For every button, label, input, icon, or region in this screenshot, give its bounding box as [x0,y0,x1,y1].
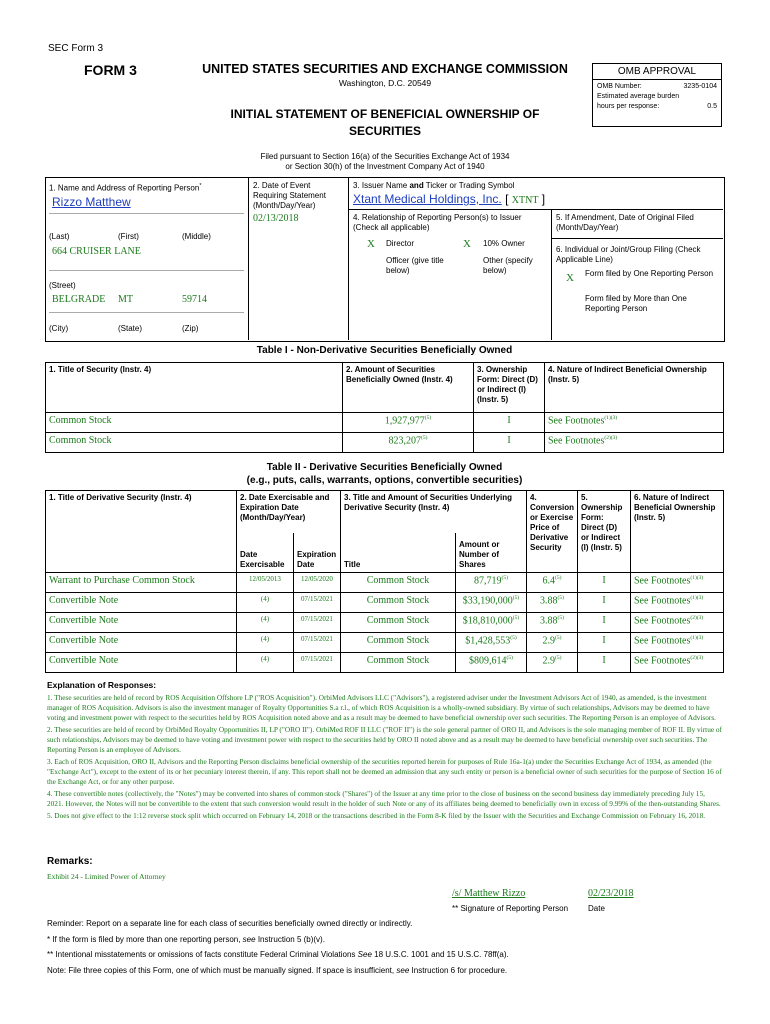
zip-label: (Zip) [182,324,199,333]
table2-shares-cell [456,653,527,673]
director-label: Director [386,239,415,248]
table1-security-title: Common Stock [46,433,343,453]
one-person-check: X [566,272,574,284]
footer-line-1-c: Instruction 5 (b)(v). [257,934,325,944]
table2-sub-exercisable: Date Exercisable [237,533,294,573]
table2-shares-cell [456,633,527,653]
table2-nature-cell [631,573,724,593]
footnote-ref: (5) [512,615,520,621]
table2-shares: $1,428,553 [465,635,511,647]
ticker-bracket-close: ] [541,192,546,206]
omb-number-label: OMB Number: [597,83,642,90]
last-label: (Last) [49,232,70,241]
table2-price-cell [527,593,578,613]
ten-percent-owner-check: X [463,238,471,250]
form-number: FORM 3 [84,62,137,78]
footer-line-2-b: See [357,950,372,959]
zip-value: 59714 [182,294,207,305]
remarks-text: Exhibit 24 - Limited Power of Attorney [47,872,166,881]
omb-burden-label: Estimated average burden [597,93,680,100]
issuer-line [353,192,545,206]
table2-shares-cell [456,613,527,633]
table2-expiration: 07/15/2021 [294,633,341,653]
footer [47,916,723,978]
table2-price-cell [527,613,578,633]
divider [248,177,249,340]
table2-nature: See Footnotes [634,575,691,587]
table2-underlying: Common Stock [341,613,456,633]
omb-approval-box [592,63,722,127]
table2-security-title: Convertible Note [46,633,237,653]
underline [49,270,244,271]
box6-label: 6. Individual or Joint/Group Filing (Check Applicable Line) [556,245,701,264]
omb-hours-row [593,100,721,110]
box1-label-text: 1. Name and Address of Reporting Person [49,183,200,193]
table2-nature: See Footnotes [634,655,691,667]
table1-col4-header: 4. Nature of Indirect Beneficial Ownership (Instr. 5) [545,363,724,413]
table2-underlying: Common Stock [341,653,456,673]
statement-title [190,106,580,140]
explanation-title: Explanation of Responses: [47,680,157,690]
footnote-ref: (2)(3) [690,655,704,661]
table2-shares-cell [456,593,527,613]
state-value: MT [118,294,133,305]
table-row [46,573,724,593]
table2-shares-cell [456,573,527,593]
table2-price-cell [527,573,578,593]
table2 [45,490,724,673]
table-row [46,413,724,433]
table1-amount: 823,207 [388,435,422,447]
table2-ownership-form: I [578,653,631,673]
table-row [46,593,724,613]
divider [348,209,723,210]
table2-exercisable: (4) [237,653,294,673]
underline [49,312,244,313]
table2-col1-header: 1. Title of Derivative Security (Instr. 4) [46,491,237,573]
table2-title [45,461,724,487]
table2-header-row [46,491,724,533]
table2-col5-header: 5. Ownership Form: Direct (D) or Indirect (I) (Instr. 5) [578,491,631,573]
table2-security-title: Convertible Note [46,593,237,613]
table2-price-cell [527,633,578,653]
table1-col1-header: 1. Title of Security (Instr. 4) [46,363,343,413]
explanation-section [47,680,723,823]
street-value: 664 CRUISER LANE [52,246,141,257]
table2-col4-header: 4. Conversion or Exercise Price of Derivative Security [527,491,578,573]
footer-reminder: Reminder: Report on a separate line for each class of securities beneficially owned directly or indirectly. [47,919,413,928]
footer-line-1 [47,932,723,948]
table2-sub-amount: Amount or Number of Shares [456,533,527,573]
street-label: (Street) [49,281,76,290]
table2-sub-expiration: Expiration Date [294,533,341,573]
footnote-ref: (5) [510,635,517,641]
table-row [46,633,724,653]
footnote-ref: (5) [555,575,562,581]
more-person-label: Form filed by More than One Reporting Person [585,294,687,313]
footnote-ref: (5) [424,415,432,421]
box5-label: 5. If Amendment, Date of Original Filed (Month/Day/Year) [556,213,694,232]
signature-name: /s/ Matthew Rizzo [452,888,526,899]
divider [551,238,723,239]
omb-number-row [593,80,721,90]
table2-ownership-form: I [578,613,631,633]
first-label: (First) [118,232,139,241]
table2-nature: See Footnotes [634,595,691,607]
statement-title-line-2: SECURITIES [348,124,421,138]
table2-shares: $809,614 [469,655,507,667]
table1-amount-cell [343,413,474,433]
table1-nature-cell [545,433,724,453]
footnote-ref: (2)(3) [604,435,618,441]
issuer-name-link[interactable]: Xtant Medical Holdings, Inc. [353,192,502,206]
footer-line-2-a: ** Intentional misstatements or omissions of facts constitute Federal Criminal Violations [47,950,356,959]
event-date: 02/13/2018 [253,213,299,224]
statement-title-line-1: INITIAL STATEMENT OF BENEFICIAL OWNERSHIP OF [230,107,540,121]
footer-line-3-c: Instruction 6 for procedure. [411,965,508,975]
table2-ownership-form: I [578,593,631,613]
table2-shares: 87,719 [474,575,502,587]
city-label: (City) [49,324,69,333]
commission-title: UNITED STATES SECURITIES AND EXCHANGE COMMISSION [202,62,568,76]
table2-price-cell [527,653,578,673]
table2-ownership-form: I [578,633,631,653]
filed-pursuant [190,152,580,172]
footer-line-2 [47,947,723,963]
table2-price: 3.88 [540,595,558,607]
table1-title: Table I - Non-Derivative Securities Beneficially Owned [256,345,513,356]
table2-title-line-1: Table II - Derivative Securities Beneficially Owned [266,462,503,473]
omb-approval-title: OMB APPROVAL [593,64,721,80]
table2-exercisable: (4) [237,633,294,653]
footnote-ref: (1)(3) [690,595,704,601]
box1-label [49,181,244,194]
table1-amount-cell [343,433,474,453]
table2-price: 2.9 [542,655,556,667]
table2-sub-title: Title [341,533,456,573]
table2-underlying: Common Stock [341,593,456,613]
other-label: Other (specify below) [483,256,533,275]
table2-shares: $33,190,000 [462,595,513,607]
remarks-title: Remarks: [47,856,93,867]
footnote-ref: (5) [501,575,508,581]
city-value: BELGRADE [52,294,106,305]
footer-line-2-c: 18 U.S.C. 1001 and 15 U.S.C. 78ff(a). [374,950,509,959]
underline [49,213,244,214]
footnote-1: 1. These securities are held of record by ROS Acquisition Offshore LP ("ROS Acquisition"). OrbiMed Advisors LLC ("Advisors"), a registered adviser under the Investment Advisors Act of 1940, as amended, is the investment manager of ROS Acquisition. Advisors is also the investment manager of Royalty Opportunities S.a r.l., of which ROS Acquisition is a wholly-owned subsidiary. By virtue of such relationships, Advisors may be deemed to have voting and investment power with respect to the securities held by ROS Acquisition noted above and as a result may be deemed to have beneficial ownership over such securities. The Reporting Person is an employee of Advisors. [47,693,716,722]
ticker-symbol: XTNT [511,195,539,206]
ten-percent-owner-label: 10% Owner [483,239,525,248]
footnote-ref: (1)(3) [690,635,704,641]
footnote-ref: (5) [557,615,564,621]
footnote-2: 2. These securities are held of record by OrbiMed Royalty Opportunities II, LP ("ORO II"). OrbiMed ROF II LLC ("ROF II") is the sole general partner of ORO II, and Advisors is the sole managing member of ROF II. By virtue of such relationships, Advisors may be deemed to have voting and investment power with respect to the securities held by ORO II noted above and as a result may be deemed to have beneficial ownership over such securities. The Reporting Person is an employee of Advisors. [47,725,722,754]
table1-nature-cell [545,413,724,433]
box3-label-b: and [409,181,424,190]
table1-col2-header: 2. Amount of Securities Beneficially Owned (Instr. 4) [343,363,474,413]
table1-header-row [46,363,724,413]
table2-nature-cell [631,613,724,633]
table2-underlying: Common Stock [341,633,456,653]
footer-line-1-b: see [242,934,256,944]
table2-exercisable: 12/05/2013 [237,573,294,593]
table2-nature: See Footnotes [634,615,691,627]
box3-label-a: 3. Issuer Name [353,181,408,190]
omb-number: 3235-0104 [683,83,717,90]
table2-title-line-2: (e.g., puts, calls, warrants, options, convertible securities) [246,475,523,486]
table2-security-title: Convertible Note [46,613,237,633]
footnote-ref: (5) [557,595,564,601]
table2-nature-cell [631,633,724,653]
footer-line-3-a: Note: File three copies of this Form, one of which must be manually signed. If space is insufficient, [47,965,395,975]
table2-exercisable: (4) [237,613,294,633]
table1-amount: 1,927,977 [384,415,425,427]
sec-form-label: SEC Form 3 [48,43,104,54]
table2-nature-cell [631,653,724,673]
one-person-label: Form filed by One Reporting Person [585,269,714,278]
table2-underlying: Common Stock [341,573,456,593]
signature-label: ** Signature of Reporting Person [452,904,569,913]
footnote-ref: (5) [555,655,562,661]
table2-exercisable: (4) [237,593,294,613]
table2-price: 3.88 [540,615,558,627]
table2-expiration: 07/15/2021 [294,613,341,633]
filed-line-2: or Section 30(h) of the Investment Company Act of 1940 [285,162,485,171]
table2-col3-header: 3. Title and Amount of Securities Underlying Derivative Security (Instr. 4) [341,491,527,533]
box3-label-c: Ticker or Trading Symbol [425,181,515,190]
ticker-bracket-open: [ [505,192,509,206]
table1-security-title: Common Stock [46,413,343,433]
table1-ownership-form: I [474,413,545,433]
table2-price: 2.9 [542,635,556,647]
table2-expiration: 07/15/2021 [294,593,341,613]
box3-label [353,181,514,191]
box4-label: 4. Relationship of Reporting Person(s) to Issuer (Check all applicable) [353,213,522,232]
table-row [46,433,724,453]
table2-price: 6.4 [542,575,556,587]
footer-line-1-a: * If the form is filed by more than one reporting person, [47,934,241,944]
omb-hours: 0.5 [707,103,717,110]
box2-label: 2. Date of Event Requiring Statement (Month/Day/Year) [253,181,326,210]
table2-ownership-form: I [578,573,631,593]
footnote-ref: (5) [506,655,513,661]
table2-nature: See Footnotes [634,635,691,647]
footnote-ref: (5) [421,435,428,441]
table2-shares: $18,810,000 [462,615,513,627]
date-label: Date [588,904,605,913]
director-check: X [367,238,375,250]
box1-star: * [199,183,202,189]
filed-line-1: Filed pursuant to Section 16(a) of the Securities Exchange Act of 1934 [260,152,510,161]
footer-line-3 [47,963,723,979]
footnote-ref: (5) [555,635,562,641]
table2-security-title: Warrant to Purchase Common Stock [46,573,237,593]
table2-security-title: Convertible Note [46,653,237,673]
table2-col6-header: 6. Nature of Indirect Beneficial Ownership (Instr. 5) [631,491,724,573]
table2-col2-header: 2. Date Exercisable and Expiration Date (Month/Day/Year) [237,491,341,533]
footer-line-3-b: see [396,965,410,975]
table1-col3-header: 3. Ownership Form: Direct (D) or Indirect (I) (Instr. 5) [474,363,545,413]
table2-expiration: 07/15/2021 [294,653,341,673]
footnote-ref: (1)(3) [604,415,618,421]
footnote-5: 5. Does not give effect to the 1:12 reverse stock split which occurred on February 14, 2018 or the transactions described in the Form 8-K filed by the Issuer with the Securities and Exchange Commission on February 16, 2018. [47,811,706,820]
divider [551,209,552,340]
middle-label: (Middle) [182,232,211,241]
footnote-ref: (1)(3) [690,575,704,581]
footnote-4: 4. These convertible notes (collectively, the "Notes") may be converted into shares of common stock ("Shares") of the Issuer at any time prior to the close of business on the second business day immediately preceding July 15, 2021. However, the Notes will not be convertible to the extent that such conversion would result in the holder of such Note or any of its affiliates being deemed to beneficially own in excess of 9.99% of the then-outstanding Shares. [47,789,721,808]
state-label: (State) [118,324,143,333]
table1-nature: See Footnotes [548,435,605,447]
footnote-ref: (5) [512,595,520,601]
footnote-ref: (2)(3) [690,615,704,621]
omb-hours-label: hours per response: [597,103,660,110]
table2-nature-cell [631,593,724,613]
table1 [45,362,724,453]
officer-label: Officer (give title below) [386,256,444,275]
table-row [46,613,724,633]
footnote-3: 3. Each of ROS Acquisition, ORO II, Advisors and the Reporting Person disclaims beneficial ownership of the securities reported herein for purposes of Rule 16a-1(a) under the Securities Exchange Act of 1934, as amended (the "Exchange Act"), except to the extent of its or her pecuniary interest therein, if any. This report shall not be deemed an admission that any such entity or person is a beneficial owner of such securities for the purpose of Section 16 of the Exchange Act, or for any other purpose. [47,757,722,786]
table1-nature: See Footnotes [548,415,605,427]
signature-date: 02/23/2018 [588,888,634,899]
table2-expiration: 12/05/2020 [294,573,341,593]
reporting-person-name[interactable]: Rizzo Matthew [52,195,131,209]
commission-city: Washington, D.C. 20549 [338,78,432,88]
table-row [46,653,724,673]
table1-ownership-form: I [474,433,545,453]
divider [348,177,349,340]
